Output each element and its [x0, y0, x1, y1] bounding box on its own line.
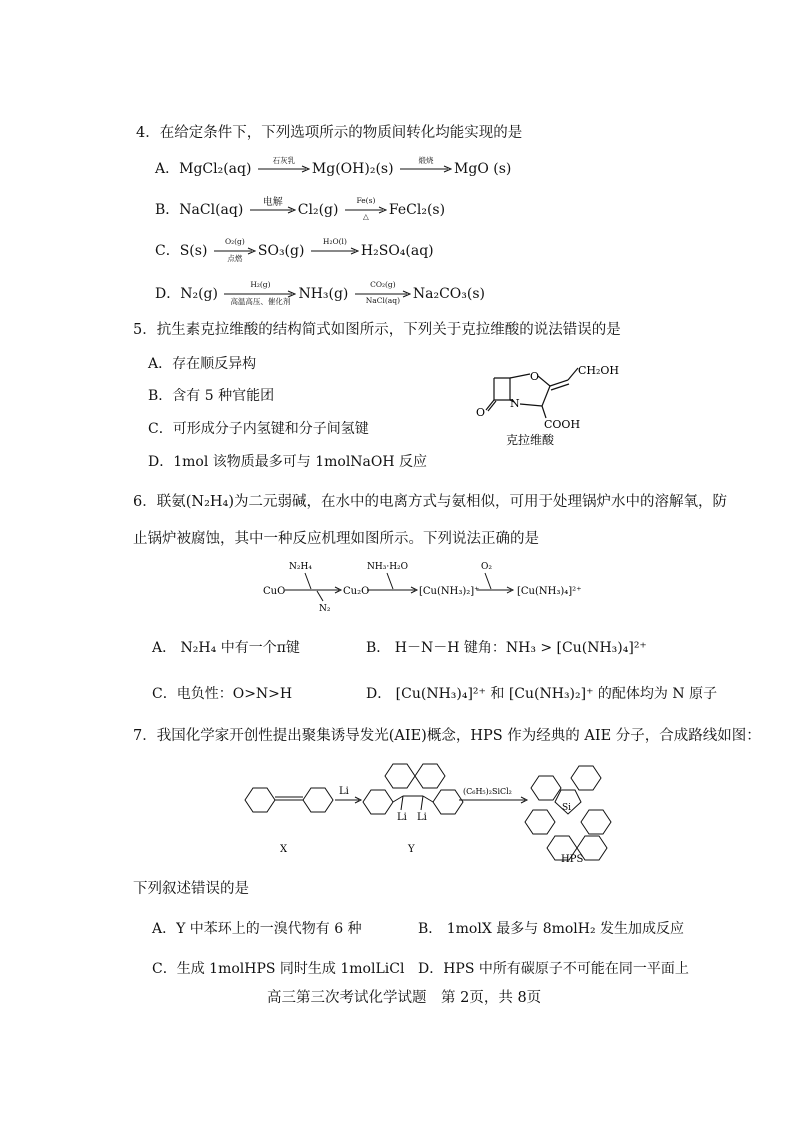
- condition: O₂(g): [224, 237, 245, 246]
- q7-subprompt: 下列叙述错误的是: [133, 881, 249, 897]
- condition: 高温高压、催化剂: [230, 297, 291, 306]
- species: SO₃(g): [257, 243, 305, 259]
- condition: 电解: [262, 197, 283, 208]
- benzene-ring: [415, 764, 445, 788]
- li-label-1: Li: [397, 812, 407, 823]
- species: Cl₂(g): [297, 202, 339, 218]
- q5-option-a: A．存在顺反异构: [148, 356, 257, 372]
- o2-label: O₂: [481, 562, 492, 572]
- structure-caption: 克拉维酸: [506, 433, 555, 447]
- benzene-ring: [363, 790, 393, 814]
- ch2oh-label: CH₂OH: [578, 364, 620, 377]
- hps-label: HPS: [561, 854, 584, 865]
- n2h4-label: N₂H₄: [289, 562, 312, 572]
- q5-option-d: D．1mol 该物质最多可与 1molNaOH 反应: [148, 454, 428, 470]
- q7-synthesis-scheme: [225, 752, 625, 867]
- cu2o-label: Cu₂O: [343, 586, 370, 597]
- condition: 煅烧: [418, 156, 434, 165]
- condition: 点燃: [227, 254, 243, 263]
- species: NH₃(g): [298, 286, 349, 302]
- q6-option-b: B． H－N－H 键角：NH₃ > [Cu(NH₃)₄]²⁺: [366, 640, 647, 656]
- nitrogen-label: N: [510, 397, 520, 410]
- benzene-ring: [571, 766, 601, 790]
- species: N₂(g): [180, 286, 218, 302]
- benzene-ring: [385, 764, 415, 788]
- q4-option-d: [155, 280, 485, 306]
- page-footer: 高三第三次考试化学试题 第 2页，共 8页: [267, 990, 542, 1006]
- q4-option-a: [155, 158, 511, 178]
- condition: 石灰乳: [272, 156, 296, 165]
- q4-option-b: [155, 196, 446, 221]
- reagent-label: (C₆H₅)₂SiCl₂: [463, 787, 512, 796]
- si-label: Si: [562, 803, 572, 813]
- cuo-label: CuO: [263, 586, 286, 597]
- benzene-ring: [303, 788, 333, 812]
- species: FeCl₂(s): [388, 202, 446, 218]
- condition: H₂(g): [250, 280, 271, 289]
- species: NaCl(aq): [179, 202, 244, 218]
- condition: NaCl(aq): [365, 296, 400, 305]
- q7-option-a: A．Y 中苯环上的一溴代物有 6 种: [152, 921, 362, 937]
- q7-option-c: C．生成 1molHPS 同时生成 1molLiCl: [152, 961, 405, 977]
- option-letter: D．: [155, 286, 181, 302]
- q4-option-c: [155, 237, 434, 263]
- cu-nh3-2-label: [Cu(NH₃)₂]⁺: [419, 586, 480, 597]
- species: MgO (s): [454, 161, 512, 177]
- species: H₂SO₄(aq): [360, 243, 434, 259]
- option-letter: C．: [155, 243, 180, 259]
- q5-option-b: B．含有 5 种官能团: [148, 388, 275, 404]
- condition: H₂O(l): [322, 237, 347, 246]
- cooh-label: COOH: [544, 418, 581, 431]
- li-label-2: Li: [417, 812, 427, 823]
- q4-stem: 4．在给定条件下，下列选项所示的物质间转化均能实现的是: [136, 125, 523, 141]
- y-label: Y: [408, 844, 415, 855]
- q6-option-d: D． [Cu(NH₃)₄]²⁺ 和 [Cu(NH₃)₂]⁺ 的配体均为 N 原子: [366, 686, 718, 702]
- q6-stem-line2: 止锅炉被腐蚀，其中一种反应机理如图所示。下列说法正确的是: [133, 531, 539, 547]
- ring-oxygen-label: O: [530, 370, 540, 383]
- condition: △: [363, 212, 369, 221]
- x-label: X: [280, 844, 288, 855]
- species: Mg(OH)₂(s): [311, 161, 394, 177]
- cu-nh3-4-label: [Cu(NH₃)₄]²⁺: [517, 586, 582, 597]
- q6-option-a: A． N₂H₄ 中有一个π键: [152, 640, 300, 656]
- q6-option-c: C．电负性：O>N>H: [152, 686, 293, 702]
- condition: Fe(s): [356, 196, 376, 205]
- n2-label: N₂: [319, 604, 331, 614]
- species: Na₂CO₃(s): [412, 286, 485, 302]
- benzene-ring: [245, 788, 275, 812]
- q5-option-c: C．可形成分子内氢键和分子间氢键: [148, 421, 369, 437]
- q7-stem: 7．我国化学家开创性提出聚集诱导发光(AIE)概念，HPS 作为经典的 AIE 分子，合成路线如图：: [133, 728, 761, 744]
- benzene-ring: [531, 776, 561, 800]
- keto-oxygen-label: O: [476, 406, 486, 419]
- benzene-ring: [525, 810, 555, 834]
- q6-mechanism-scheme: [255, 557, 655, 617]
- li-reagent-label: Li: [339, 786, 349, 797]
- q5-stem: 5．抗生素克拉维酸的结构简式如图所示，下列关于克拉维酸的说法错误的是: [133, 322, 621, 338]
- species: MgCl₂(aq): [179, 161, 252, 177]
- species: S(s): [179, 243, 208, 259]
- condition: CO₂(g): [370, 280, 396, 289]
- benzene-ring: [581, 810, 611, 834]
- option-letter: B．: [155, 202, 180, 218]
- clavulanic-acid-structure: [470, 360, 640, 450]
- q7-option-d: D．HPS 中所有碳原子不可能在同一平面上: [418, 961, 689, 977]
- q6-stem-line1: 6．联氨(N₂H₄)为二元弱碱，在水中的电离方式与氨相似，可用于处理锅炉水中的溶解氧，防: [133, 494, 727, 510]
- nh3h2o-label: NH₃·H₂O: [367, 562, 409, 572]
- option-letter: A．: [155, 161, 180, 177]
- q7-option-b: B． 1molX 最多与 8molH₂ 发生加成反应: [418, 921, 685, 937]
- benzene-ring: [433, 790, 463, 814]
